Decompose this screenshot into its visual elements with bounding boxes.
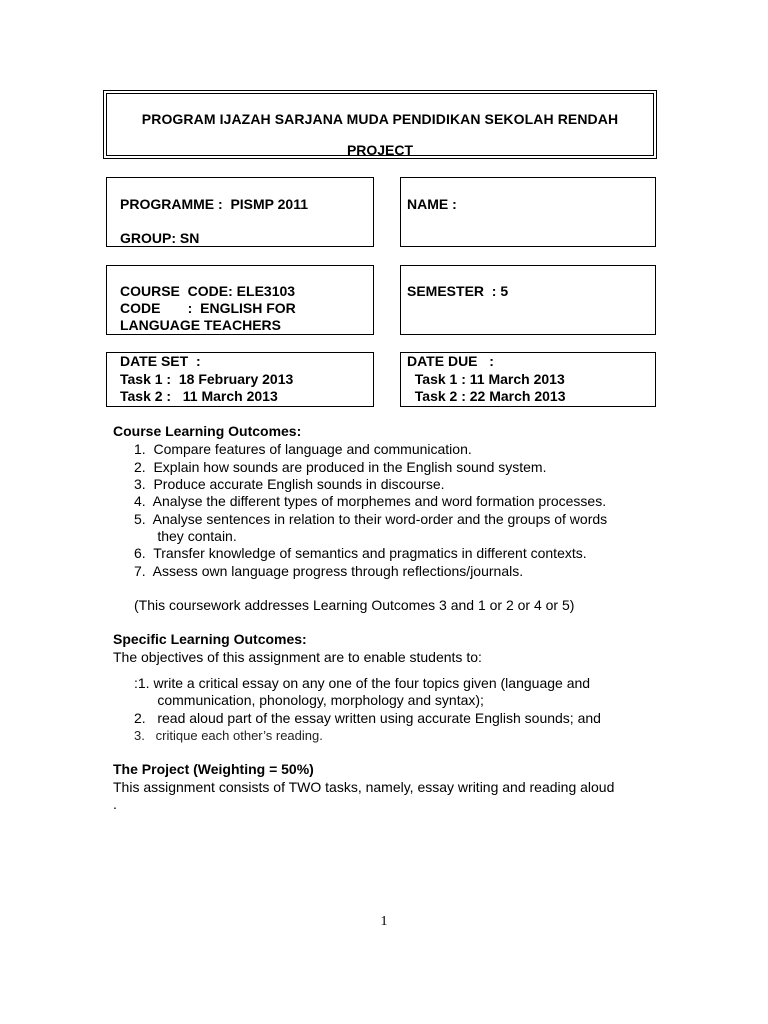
programme-field: PROGRAMME : PISMP 2011	[120, 196, 309, 212]
list-item: they contain.	[134, 528, 237, 544]
date-set-label: DATE SET :	[120, 353, 201, 369]
semester-box	[400, 265, 656, 335]
course-name-cont: LANGUAGE TEACHERS	[120, 317, 282, 333]
name-box	[400, 177, 656, 247]
name-field: NAME :	[407, 196, 457, 212]
list-item: 1. Compare features of language and communication.	[134, 441, 472, 457]
date-due-task2: Task 2 : 22 March 2013	[407, 388, 566, 404]
list-item: 6. Transfer knowledge of semantics and pragmatics in different contexts.	[134, 545, 587, 561]
course-outcomes-heading: Course Learning Outcomes:	[113, 423, 302, 439]
project-description: This assignment consists of TWO tasks, namely, essay writing and reading aloud	[113, 779, 615, 795]
specific-outcomes-heading: Specific Learning Outcomes:	[113, 631, 307, 647]
program-title: PROGRAM IJAZAH SARJANA MUDA PENDIDIKAN SEKOLAH RENDAH	[141, 111, 619, 127]
list-item: 4. Analyse the different types of morphemes and word formation processes.	[134, 493, 607, 509]
list-item: 2. read aloud part of the essay written using accurate English sounds; and	[134, 710, 601, 726]
course-code-field: COURSE CODE: ELE3103	[120, 283, 296, 299]
date-due-label: DATE DUE :	[407, 353, 494, 369]
project-label: PROJECT	[346, 142, 414, 158]
list-item: 7. Assess own language progress through reflections/journals.	[134, 563, 524, 579]
group-field: GROUP: SN	[120, 230, 200, 246]
course-name-field: CODE : ENGLISH FOR	[120, 300, 296, 316]
header-box	[106, 93, 654, 156]
list-item: 3. critique each other’s reading.	[134, 728, 323, 743]
list-item: 5. Analyse sentences in relation to their word-order and the groups of words	[134, 511, 608, 527]
coursework-note: (This coursework addresses Learning Outcomes 3 and 1 or 2 or 4 or 5)	[134, 597, 575, 613]
list-item: communication, phonology, morphology and syntax);	[134, 692, 484, 708]
date-due-task1: Task 1 : 11 March 2013	[407, 371, 565, 387]
date-due-box	[400, 352, 656, 407]
date-set-box	[106, 352, 374, 407]
date-set-task2: Task 2 : 11 March 2013	[120, 388, 278, 404]
list-item: 2. Explain how sounds are produced in the English sound system.	[134, 459, 547, 475]
list-item: :1. write a critical essay on any one of the four topics given (language and	[134, 675, 591, 691]
semester-field: SEMESTER : 5	[407, 283, 509, 299]
programme-box	[106, 177, 374, 247]
project-heading: The Project (Weighting = 50%)	[113, 761, 314, 777]
page-number: 1	[380, 914, 388, 929]
date-set-task1: Task 1 : 18 February 2013	[120, 371, 294, 387]
course-box	[106, 265, 374, 335]
project-description-cont: .	[113, 796, 117, 812]
list-item: 3. Produce accurate English sounds in discourse.	[134, 476, 445, 492]
specific-outcomes-intro: The objectives of this assignment are to enable students to:	[113, 649, 482, 665]
